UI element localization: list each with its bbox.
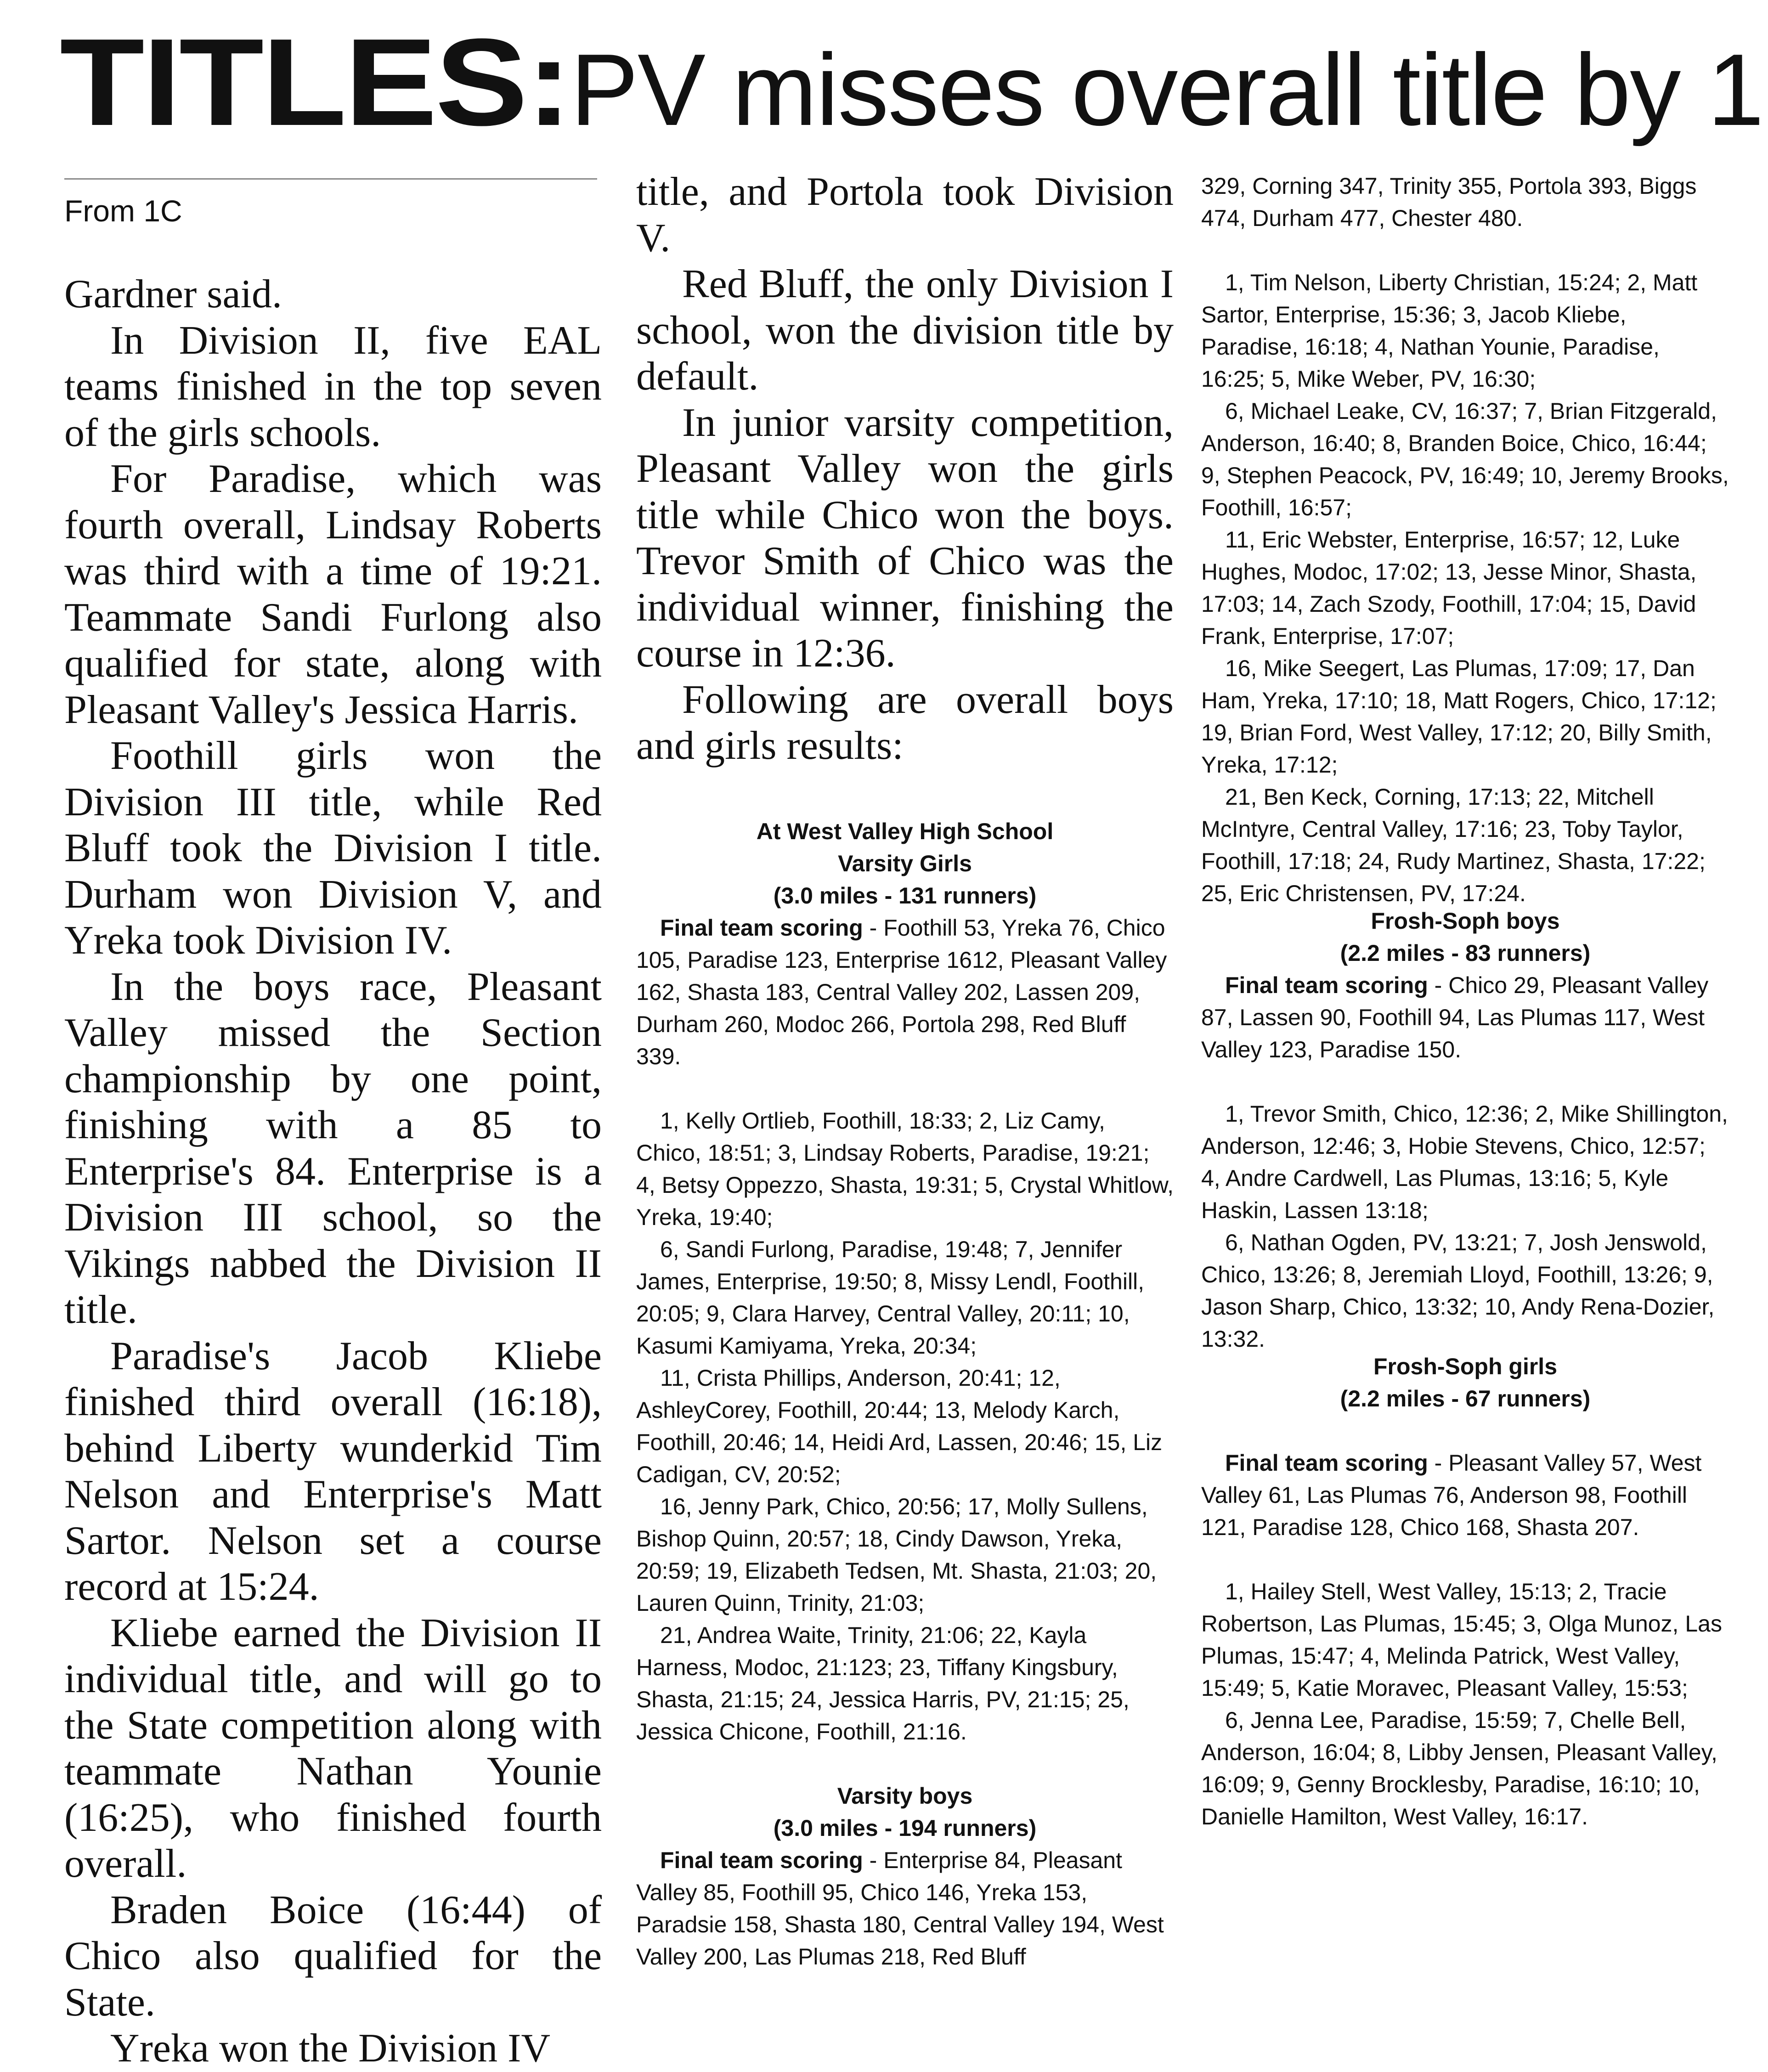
paragraph: Red Bluff, the only Division I school, won the division title by default. bbox=[636, 262, 1174, 399]
team-scoring-label: Final team scoring bbox=[660, 915, 863, 941]
results-paragraph: 21, Ben Keck, Corning, 17:13; 22, Mitchell McIntyre, Central Valley, 17:16; 23, Toby Taylor, Foothill, 17:18; 24, Rudy Martinez, Shasta, 17:22; 25, Eric Christensen, PV, 17:24. bbox=[1201, 784, 1706, 906]
results-paragraph: 21, Andrea Waite, Trinity, 21:06; 22, Kayla Harness, Modoc, 21:123; 23, Tiffany Kingsbury, Shasta, 21:15; 24, Jessica Harris, PV, 21:15; 25, Jessica Chicone, Foothill, 21:16. bbox=[636, 1622, 1130, 1745]
headline-kicker: TITLES: bbox=[60, 13, 570, 152]
results-heading: Frosh-Soph girls bbox=[1373, 1354, 1557, 1379]
results-paragraph: 6, Michael Leake, CV, 16:37; 7, Brian Fitzgerald, Anderson, 16:40; 8, Branden Boice, Chico, 16:44; 9, Stephen Peacock, PV, 16:49; 10, Jeremy Brooks, Foothill, 16:57; bbox=[1201, 398, 1729, 520]
team-scoring bbox=[1201, 1447, 1729, 1543]
team-scoring-label: Final team scoring bbox=[660, 1847, 863, 1873]
team-scoring-text: - Foothill 53, Yreka 76, Chico 105, Paradise 123, Enterprise 1612, Pleasant Valley 162, Shasta 183, Central Valley 202, Lassen 209, Durham 260, Modoc 266, Portola 298, Red Bluff 339. bbox=[636, 915, 1167, 1069]
results-paragraph: 6, Sandi Furlong, Paradise, 19:48; 7, Jennifer James, Enterprise, 19:50; 8, Missy Lendl, Foothill, 20:05; 9, Clara Harvey, Central Valley, 20:11; 10, Kasumi Kamiyama, Yreka, 20:34; bbox=[636, 1236, 1145, 1359]
paragraph: Kliebe earned the Division II individual title, and will go to the State competition along with teammate Nathan Younie (16:25), who finished fourth overall. bbox=[64, 1610, 602, 1886]
story-body bbox=[64, 271, 602, 2072]
column-1 bbox=[64, 175, 602, 2072]
column-3 bbox=[1201, 175, 1729, 1833]
paragraph: Yreka won the Division IV bbox=[110, 2026, 551, 2071]
paragraph: Gardner said. bbox=[64, 272, 282, 316]
results-distance: (2.2 miles - 67 runners) bbox=[1340, 1386, 1591, 1411]
results-paragraph: 6, Jenna Lee, Paradise, 15:59; 7, Chelle Bell, Anderson, 16:04; 8, Libby Jensen, Pleasant Valley, 16:09; 9, Genny Brocklesby, Paradise, 16:10; 10, Danielle Hamilton, West Valley, 16:17. bbox=[1201, 1707, 1717, 1829]
results-distance: (3.0 miles - 194 runners) bbox=[773, 1815, 1037, 1841]
results-paragraph: 1, Hailey Stell, West Valley, 15:13; 2, Tracie Robertson, Las Plumas, 15:45; 3, Olga Munoz, Las Plumas, 15:47; 4, Melinda Patrick, West Valley, 15:49; 5, Katie Moravec, Pleasant Valley, 15:53; bbox=[1201, 1579, 1722, 1701]
results-paragraph: 1, Trevor Smith, Chico, 12:36; 2, Mike Shillington, Anderson, 12:46; 3, Hobie Stevens, Chico, 12:57; 4, Andre Cardwell, Las Plumas, 13:16; 5, Kyle Haskin, Lassen 13:18; bbox=[1201, 1101, 1728, 1223]
story-body-continued bbox=[636, 169, 1174, 769]
column-2 bbox=[636, 169, 1174, 1973]
team-scoring-text: - Chico 29, Pleasant Valley 87, Lassen 90, Foothill 94, Las Plumas 117, West Valley 123, Paradise 150. bbox=[1201, 972, 1709, 1062]
varsity-boys-results bbox=[636, 1780, 1174, 1973]
results-distance: (2.2 miles - 83 runners) bbox=[1340, 940, 1591, 966]
varsity-girls-results bbox=[636, 815, 1174, 1748]
results-heading: Frosh-Soph boys bbox=[1371, 908, 1560, 934]
results-paragraph: 6, Nathan Ogden, PV, 13:21; 7, Josh Jenswold, Chico, 13:26; 8, Jeremiah Lloyd, Foothill, 13:26; 9, Jason Sharp, Chico, 13:32; 10, Andy Rena-Dozier, 13:32. bbox=[1201, 1230, 1715, 1352]
varsity-boys-results-continued bbox=[1201, 170, 1729, 909]
team-scoring-text: - Enterprise 84, Pleasant Valley 85, Foothill 95, Chico 146, Yreka 153, Paradsie 158, Shasta 180, Central Valley 194, West Valley 200, Las Plumas 218, Red Bluff bbox=[636, 1847, 1164, 1970]
paragraph: In Division II, five EAL teams finished in the top seven of the girls schools. bbox=[64, 318, 602, 455]
team-scoring-label: Final team scoring bbox=[1225, 972, 1428, 998]
paragraph: For Paradise, which was fourth overall, Lindsay Roberts was third with a time of 19:21. Teammate Sandi Furlong also qualified for state, along with Pleasant Valley's Jessica Harris. bbox=[64, 457, 602, 732]
results-paragraph: 16, Mike Seegert, Las Plumas, 17:09; 17, Dan Ham, Yreka, 17:10; 18, Matt Rogers, Chico, 17:12; 19, Brian Ford, West Valley, 17:12; 20, Billy Smith, Yreka, 17:12; bbox=[1201, 655, 1717, 778]
column-rule bbox=[64, 178, 597, 180]
results-venue: At West Valley High School bbox=[756, 818, 1054, 844]
team-scoring-text: - Pleasant Valley 57, West Valley 61, Las Plumas 76, Anderson 98, Foothill 121, Paradise 128, Chico 168, Shasta 207. bbox=[1201, 1450, 1702, 1540]
results-distance: (3.0 miles - 131 runners) bbox=[773, 882, 1037, 909]
paragraph: Braden Boice (16:44) of Chico also qualified for the State. bbox=[64, 1887, 602, 2025]
team-scoring-label: Final team scoring bbox=[1225, 1450, 1428, 1476]
paragraph: Following are overall boys and girls results: bbox=[636, 677, 1174, 768]
headline bbox=[60, 13, 1763, 152]
results-paragraph: 11, Eric Webster, Enterprise, 16:57; 12, Luke Hughes, Modoc, 17:02; 13, Jesse Minor, Shasta, 17:03; 14, Zach Szody, Foothill, 17:04; 15, David Frank, Enterprise, 17:07; bbox=[1201, 527, 1697, 649]
paragraph: In the boys race, Pleasant Valley missed the Section championship by one point, finishing with a 85 to Enterprise's 84. Enterprise is a Division III school, so the Vikings nabbed the Division II title. bbox=[64, 964, 602, 1332]
paragraph: title, and Portola took Division V. bbox=[636, 169, 1174, 260]
paragraph: Foothill girls won the Division III title, while Red Bluff took the Division I title. Durham won Division V, and Yreka took Division IV. bbox=[64, 734, 602, 963]
results-paragraph: 1, Kelly Ortlieb, Foothill, 18:33; 2, Liz Camy, Chico, 18:51; 3, Lindsay Roberts, Paradise, 19:21; 4, Betsy Oppezzo, Shasta, 19:31; 5, Crystal Whitlow, Yreka, 19:40; bbox=[636, 1107, 1174, 1230]
team-scoring bbox=[1201, 969, 1729, 1066]
dateline: From 1C bbox=[64, 194, 182, 228]
paragraph: Paradise's Jacob Kliebe finished third overall (16:18), behind Liberty wunderkid Tim Nelson and Enterprise's Matt Sartor. Nelson set a course record at 15:24. bbox=[64, 1333, 602, 1609]
team-scoring bbox=[636, 1844, 1174, 1973]
frosh-soph-girls-results bbox=[1201, 1350, 1729, 1833]
results-paragraph: 1, Tim Nelson, Liberty Christian, 15:24; 2, Matt Sartor, Enterprise, 15:36; 3, Jacob Kliebe, Paradise, 16:18; 4, Nathan Younie, Paradise, 16:25; 5, Mike Weber, PV, 16:30; bbox=[1201, 270, 1698, 392]
frosh-soph-boys-results bbox=[1201, 905, 1729, 1355]
team-scoring-continued: 329, Corning 347, Trinity 355, Portola 393, Biggs 474, Durham 477, Chester 480. bbox=[1201, 173, 1697, 231]
results-paragraph: 16, Jenny Park, Chico, 20:56; 17, Molly Sullens, Bishop Quinn, 20:57; 18, Cindy Dawson, Yreka, 20:59; 19, Elizabeth Tedsen, Mt. Shasta, 21:03; 20, Lauren Quinn, Trinity, 21:03; bbox=[636, 1493, 1157, 1616]
results-heading: Varsity Girls bbox=[838, 850, 972, 876]
results-paragraph: 11, Crista Phillips, Anderson, 20:41; 12, AshleyCorey, Foothill, 20:44; 13, Melody Karch, Foothill, 20:46; 14, Heidi Ard, Lassen, 20:46; 15, Liz Cadigan, CV, 20:52; bbox=[636, 1365, 1163, 1487]
headline-title: PV misses overall title by 1 bbox=[570, 33, 1763, 147]
results-heading: Varsity boys bbox=[837, 1783, 973, 1809]
paragraph: In junior varsity competition, Pleasant Valley won the girls title while Chico won the boys. Trevor Smith of Chico was the individual winner, finishing the course in 12:36. bbox=[636, 400, 1174, 676]
team-scoring bbox=[636, 912, 1174, 1073]
